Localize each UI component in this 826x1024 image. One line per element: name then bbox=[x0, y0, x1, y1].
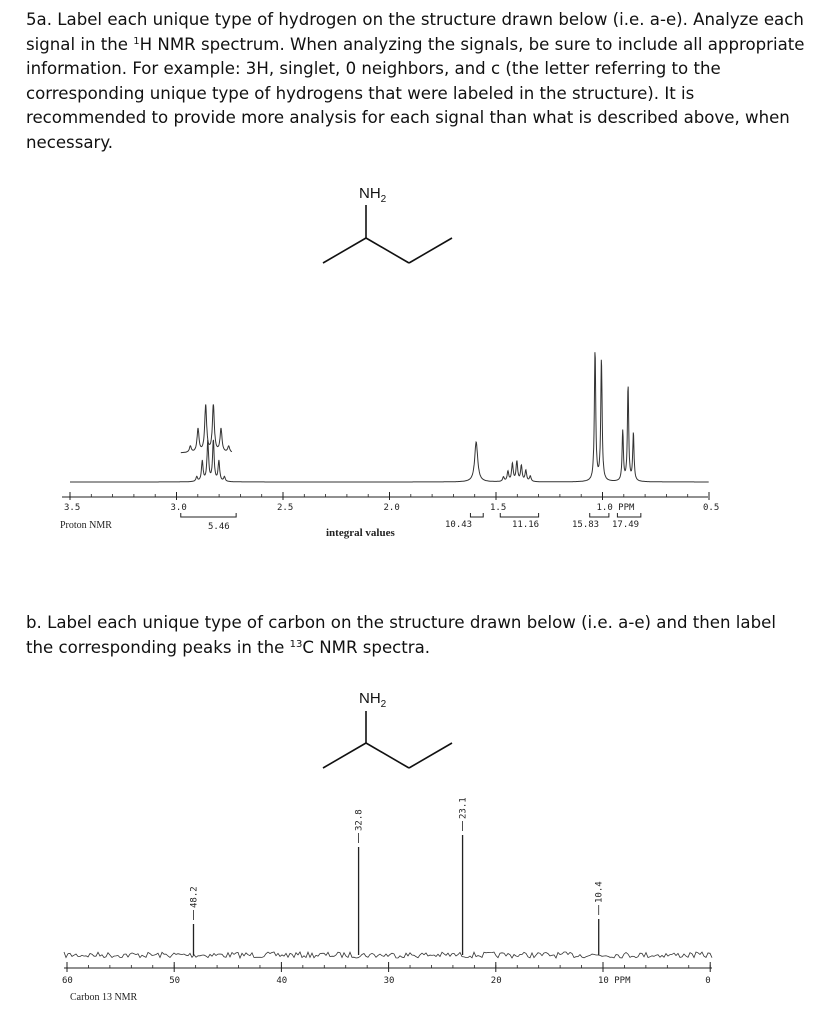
bond bbox=[323, 238, 366, 263]
integral-value: 17.49 bbox=[612, 520, 640, 530]
carbon-peak-label: 32.8 bbox=[354, 809, 365, 831]
integral-bracket bbox=[181, 513, 236, 517]
carbon-tick-label: 0 bbox=[705, 976, 711, 986]
proton-tick-label: 2.0 bbox=[383, 503, 400, 513]
proton-tick-label: 1.5 bbox=[490, 503, 507, 513]
proton-tick-label: 0.5 bbox=[703, 503, 720, 513]
proton-tick-label: 2.5 bbox=[277, 503, 294, 513]
bond bbox=[409, 238, 452, 263]
proton-nmr-chart bbox=[60, 352, 719, 539]
integral-value: 15.83 bbox=[572, 520, 600, 530]
integral-value: 10.43 bbox=[445, 520, 473, 530]
carbon-tick-label: 20 bbox=[490, 976, 502, 986]
proton-spectrum-trace bbox=[70, 352, 709, 482]
structure-a bbox=[323, 205, 452, 263]
question-b-superscript: 13 bbox=[289, 638, 303, 650]
integral-bracket bbox=[500, 513, 538, 517]
carbon-peak-label: 23.1 bbox=[458, 797, 469, 819]
carbon-spectrum-baseline bbox=[64, 952, 712, 958]
integral-caption: integral values bbox=[326, 527, 395, 539]
bond bbox=[366, 238, 409, 263]
carbon-tick-label: 60 bbox=[62, 976, 73, 986]
carbon-tick-label: 10 PPM bbox=[598, 976, 631, 986]
structure-b bbox=[323, 711, 452, 768]
carbon-peak-label: 10.4 bbox=[594, 881, 605, 903]
integral-value: 5.46 bbox=[208, 522, 230, 532]
question-b-suffix: C NMR spectra. bbox=[302, 637, 431, 657]
proton-tick-label: 1.0 PPM bbox=[596, 503, 635, 513]
integral-value: 11.16 bbox=[512, 520, 540, 530]
proton-nmr-title: Proton NMR bbox=[60, 520, 112, 531]
carbon-nmr-title: Carbon 13 NMR bbox=[70, 992, 138, 1003]
question-b-prefix: b. Label each unique type of carbon on the structure drawn below (i.e. a-e) and then label the corresponding peaks in the bbox=[26, 613, 776, 657]
carbon-nmr-chart bbox=[62, 797, 712, 1003]
carbon-tick-label: 40 bbox=[276, 976, 288, 986]
question-a-prefix: 5a. Label each unique type of hydrogen on the structure drawn below (i.e. a-e). Analyze each signal in the bbox=[26, 10, 804, 54]
carbon-peak-label: 48.2 bbox=[189, 886, 200, 908]
bond bbox=[409, 743, 452, 768]
bond bbox=[366, 743, 409, 768]
integral-bracket bbox=[617, 513, 640, 517]
proton-tick-label: 3.5 bbox=[64, 503, 81, 513]
proton-sextet-inset-trace bbox=[181, 404, 232, 452]
structure-b-amine: $NH_2$ bbox=[359, 690, 387, 710]
question-a-superscript: 1 bbox=[133, 35, 140, 47]
question-a-suffix: H NMR spectrum. When analyzing the signals, be sure to include all appropriate information. For example: 3H, singlet, 0 neighbors, and c (the letter referring to the corresponding unique type of hydrogens that were labeled in the structure). It is recommended to provide more analysis for each signal than what is described above, when necessary. bbox=[26, 34, 805, 152]
bond bbox=[323, 743, 366, 768]
integral-bracket bbox=[470, 513, 483, 517]
carbon-tick-label: 50 bbox=[169, 976, 181, 986]
carbon-tick-label: 30 bbox=[383, 976, 395, 986]
structure-a-amine: $NH_2$ bbox=[359, 185, 387, 205]
integral-bracket bbox=[590, 513, 609, 517]
proton-tick-label: 3.0 bbox=[170, 503, 187, 513]
